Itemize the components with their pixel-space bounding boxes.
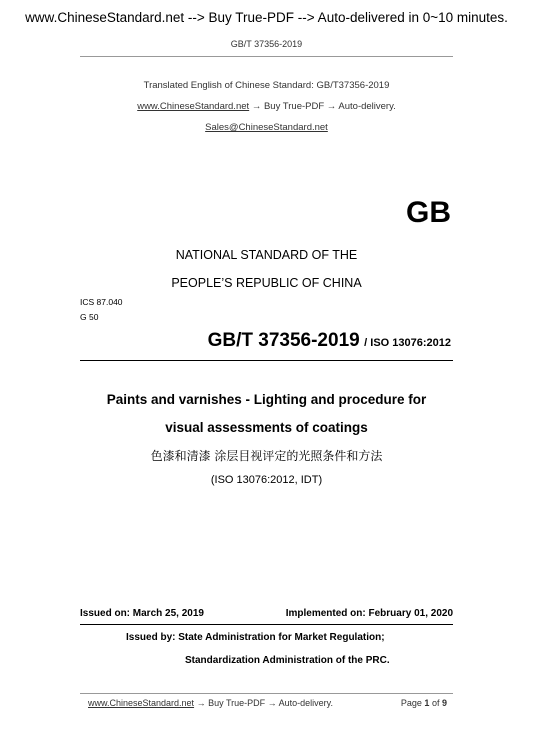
standard-number: GB/T 37356-2019 xyxy=(207,330,360,351)
arrow-right-icon: → xyxy=(196,698,206,708)
arrow-right-icon: → xyxy=(326,101,337,112)
email-link[interactable]: Sales@ChineseStandard.net xyxy=(205,122,328,133)
footer-site-link[interactable]: www.ChineseStandard.net xyxy=(88,698,195,708)
buy-line xyxy=(0,101,533,112)
adoption-reference: / ISO 13076:2012 xyxy=(364,337,451,349)
auto-delivery-text: Auto-delivery. xyxy=(338,101,396,112)
of-label: of xyxy=(431,698,440,708)
arrow-right-icon: → xyxy=(267,698,277,708)
issued-by-line1: Issued by: State Administration for Market Regulation; xyxy=(126,632,385,643)
page-number: 1 xyxy=(424,698,430,708)
national-standard-line2: PEOPLE’S REPUBLIC OF CHINA xyxy=(171,276,362,290)
class-code: G 50 xyxy=(80,312,99,322)
footer-delivery-text: Auto-delivery. xyxy=(278,698,333,708)
implemented-on: Implemented on: February 01, 2020 xyxy=(285,608,453,619)
national-standard-line1: NATIONAL STANDARD OF THE xyxy=(175,248,358,262)
standard-number-block xyxy=(208,330,451,352)
page-indicator xyxy=(401,698,447,708)
buy-pdf-text: Buy True-PDF xyxy=(263,101,325,112)
arrow-right-icon: → xyxy=(251,101,262,112)
title-line2: visual assessments of coatings xyxy=(165,420,368,435)
page-total: 9 xyxy=(441,698,447,708)
top-banner: www.ChineseStandard.net --> Buy True-PDF --> Auto-delivered in 0~10 minutes. xyxy=(25,10,508,25)
footer-buy-line xyxy=(88,698,333,708)
header-standard-code: GB/T 37356-2019 xyxy=(230,39,303,49)
issued-on: Issued on: March 25, 2019 xyxy=(80,608,204,619)
chinese-title: 色漆和清漆 涂层目视评定的光照条件和方法 xyxy=(150,449,383,463)
issued-by-line2: Standardization Administration of the PRC. xyxy=(185,655,390,666)
title-rule xyxy=(80,360,453,361)
equivalence-note: (ISO 13076:2012, IDT) xyxy=(210,474,323,486)
title-line1: Paints and varnishes - Lighting and procedure for xyxy=(106,392,427,407)
gb-mark: GB xyxy=(406,196,451,229)
header-rule xyxy=(80,56,453,57)
translation-note: Translated English of Chinese Standard: GB/T37356-2019 xyxy=(143,80,390,91)
footer-buy-text: Buy True-PDF xyxy=(208,698,266,708)
dates-rule xyxy=(80,624,453,625)
footer-rule xyxy=(80,693,453,694)
ics-code: ICS 87.040 xyxy=(80,297,123,307)
site-link[interactable]: www.ChineseStandard.net xyxy=(137,101,250,112)
email-line xyxy=(0,122,533,133)
page-label: Page xyxy=(400,698,422,708)
